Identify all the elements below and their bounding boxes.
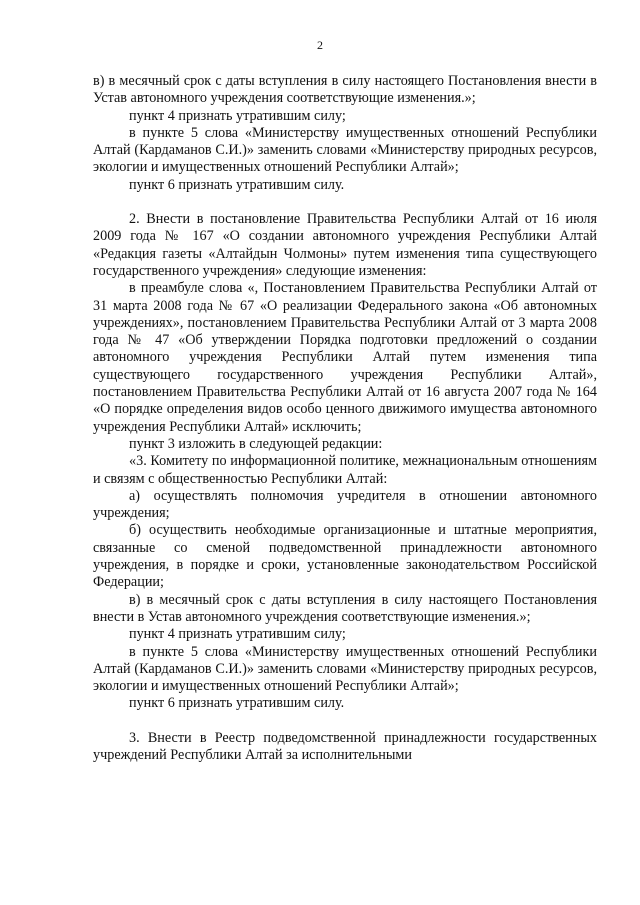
paragraph: в пункте 5 слова «Министерству имущественных отношений Республики Алтай (Кардаманов С.И.)» заменить словами «Министерству природных ресурсов, экологии и имущественных отношений Республики Алтай»;	[93, 124, 597, 176]
paragraph: 2. Внести в постановление Правительства Республики Алтай от 16 июля 2009 года № 167 «О создании автономного учреждения Республики Алтай «Редакция газеты «Алтайдын Чолмоны» путем изменения типа существующего государственного учреждения» следующие изменения:	[93, 211, 597, 279]
document-body	[93, 73, 597, 764]
paragraph: пункт 6 признать утратившим силу.	[129, 176, 345, 193]
paragraph: 3. Внести в Реестр подведомственной принадлежности государственных учреждений Республики Алтай за исполнительными	[93, 729, 597, 763]
paragraph: пункт 4 признать утратившим силу;	[129, 107, 346, 124]
paragraph: в) в месячный срок с даты вступления в силу настоящего Постановления внести в Устав автономного учреждения соответствующие изменения.»;	[93, 591, 597, 625]
paragraph: в) в месячный срок с даты вступления в силу настоящего Постановления внести в Устав автономного учреждения соответствующие изменения.»;	[93, 73, 597, 107]
paragraph: б) осуществить необходимые организационные и штатные мероприятия, связанные со сменой подведомственной принадлежности автономного учреждения, в порядке и сроки, установленные законодательством Российской Федерации;	[93, 522, 597, 591]
paragraph: а) осуществлять полномочия учредителя в отношении автономного учреждения;	[93, 487, 597, 522]
paragraph: «3. Комитету по информационной политике, межнациональным отношениям и связям с общественностью Республики Алтай:	[93, 453, 597, 487]
paragraph: в преамбуле слова «, Постановлением Правительства Республики Алтай от 31 марта 2008 года № 67 «О реализации Федерального закона «Об автономных учреждениях», постановлением Правительства Республики Алтай от 3 марта 2008 года № 47 «Об утверждении Порядка подготовки предложений о создании автономного учреждения Республики Алтай путем изменения типа существующего государственного учреждения Республики Алтай», постановлением Правительства Республики Алтай от 16 августа 2007 года № 164 «О порядке определения видов особо ценного движимого имущества автономного учреждения Республики Алтай» исключить;	[93, 280, 597, 435]
paragraph: пункт 3 изложить в следующей редакции:	[129, 435, 383, 452]
page-number: 2	[317, 38, 323, 52]
paragraph: в пункте 5 слова «Министерству имущественных отношений Республики Алтай (Кардаманов С.И.)» заменить словами «Министерству природных ресурсов, экологии и имущественных отношений Республики Алтай»;	[93, 643, 597, 695]
paragraph: пункт 4 признать утратившим силу;	[129, 626, 346, 643]
paragraph: пункт 6 признать утратившим силу.	[129, 695, 345, 712]
